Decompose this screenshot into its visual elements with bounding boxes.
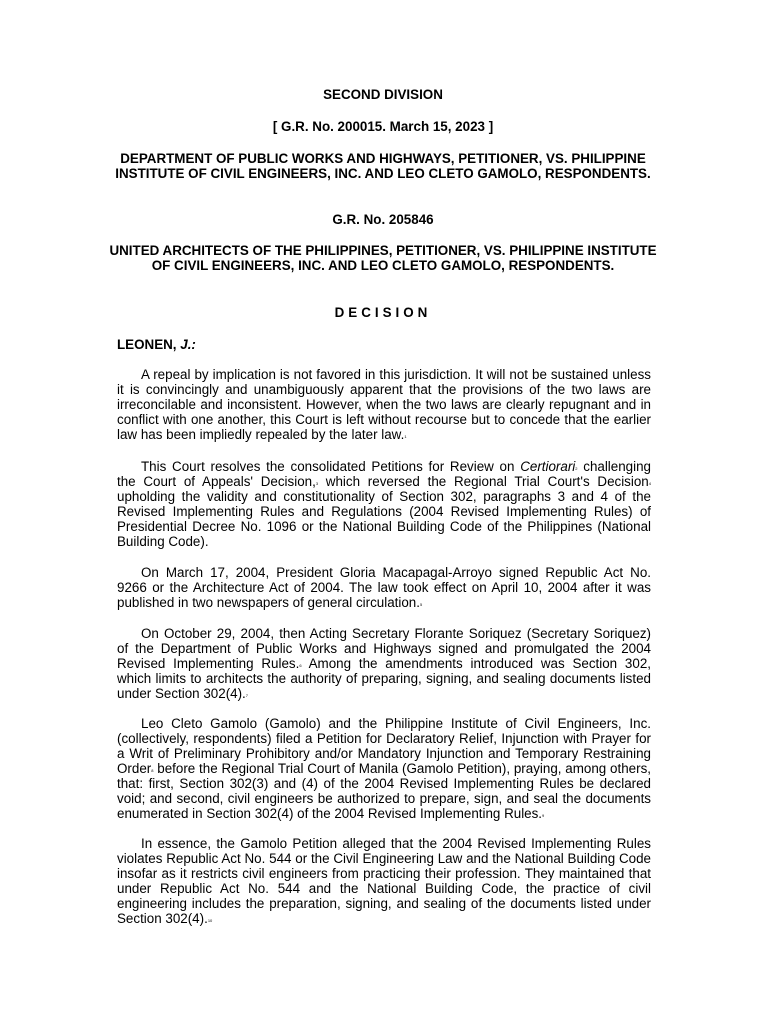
footnote-ref[interactable]: 9 bbox=[542, 813, 545, 818]
paragraph-4-text: Among the amendments introduced was Section 302, which limits to architects the authority of preparing, signing, and sealing documents listed under Section 302(4). bbox=[117, 656, 651, 701]
paragraph-2-text: This Court resolves the consolidated Petitions for Review on bbox=[141, 459, 521, 474]
footnote-ref[interactable]: 4 bbox=[648, 481, 651, 486]
case-parties-1: DEPARTMENT OF PUBLIC WORKS AND HIGHWAYS, PETITIONER, VS. PHILIPPINE INSTITUTE OF CIVIL ENGINEERS, INC. AND LEO CLETO GAMOLO, RESPONDENTS. bbox=[115, 151, 651, 181]
footnote-ref[interactable]: 6 bbox=[299, 663, 302, 668]
case-parties-2: UNITED ARCHITECTS OF THE PHILIPPINES, PETITIONER, VS. PHILIPPINE INSTITUTE OF CIVIL ENGINEERS, INC. AND LEO CLETO GAMOLO, RESPONDENTS. bbox=[109, 243, 657, 273]
certiorari-term: Certiorari bbox=[520, 459, 576, 474]
footnote-ref[interactable]: 7 bbox=[245, 693, 249, 698]
paragraph-5-text: before the Regional Trial Court of Manila (Gamolo Petition), praying, among others, that: first, Section 302(3) and (4) of the 2004 Revised Implementing Rules be declared void; and second, civil engineers be authorized to prepare, sign, and seal the documents enumerated in Section 302(4) of the 2004 Revised Implementing Rules. bbox=[117, 761, 651, 821]
footnote-ref[interactable]: 1 bbox=[404, 434, 407, 439]
paragraph-2 bbox=[117, 459, 651, 549]
paragraph-4-text: On October 29, 2004, then Acting Secretary Florante Soriquez (Secretary Soriquez) of the Department of Public Works and Highways signed and promulgated the 2004 Revised Implementing Rules. bbox=[117, 626, 651, 671]
division-heading: SECOND DIVISION bbox=[323, 87, 443, 102]
footnote-ref[interactable]: 10 bbox=[207, 918, 213, 923]
paragraph-3 bbox=[117, 565, 651, 610]
footnote-ref[interactable]: 2 bbox=[575, 466, 578, 471]
paragraph-2-text: challenging the Court of Appeals' Decision, bbox=[117, 459, 651, 489]
paragraph-1-text: A repeal by implication is not favored in this jurisdiction. It will not be sustained unless it is convincingly and unambiguously apparent that the provisions of the two laws are irreconcilable and inconsistent. However, when the two laws are clearly repugnant and in conflict with one another, this Court is left without recourse but to concede that the earlier law has been impliedly repealed by the later law. bbox=[117, 367, 651, 442]
paragraph-5-text: Leo Cleto Gamolo (Gamolo) and the Philippine Institute of Civil Engineers, Inc. (collectively, respondents) filed a Petition for Declaratory Relief, Injunction with Prayer for a Writ of Preliminary Prohibitory and/or Mandatory Injunction and Temporary Restraining Order bbox=[117, 716, 651, 776]
paragraph-5 bbox=[117, 716, 651, 821]
footnote-ref[interactable]: 5 bbox=[419, 602, 423, 607]
ponente-name: LEONEN, bbox=[117, 337, 177, 352]
paragraph-6-text: In essence, the Gamolo Petition alleged that the 2004 Revised Implementing Rules violates Republic Act No. 544 or the Civil Engineering Law and the National Building Code insofar as it restricts civil engineers from practicing their profession. They maintained that under Republic Act No. 544 and the National Building Code, the practice of civil engineering includes the preparation, signing, and sealing of the documents listed under Section 302(4). bbox=[117, 836, 651, 926]
case-number-heading-2: G.R. No. 205846 bbox=[332, 212, 434, 227]
footnote-ref[interactable]: 3 bbox=[315, 481, 319, 486]
ponente-title: J.: bbox=[180, 337, 196, 352]
case-number-heading: [ G.R. No. 200015. March 15, 2023 ] bbox=[272, 119, 494, 134]
paragraph-4 bbox=[117, 626, 651, 701]
paragraph-3-text: On March 17, 2004, President Gloria Macapagal-Arroyo signed Republic Act No. 9266 or the Architecture Act of 2004. The law took effect on April 10, 2004 after it was published in two newspapers of general circulation. bbox=[117, 565, 651, 610]
footnote-ref[interactable]: 8 bbox=[151, 768, 154, 773]
paragraph-2-text: which reversed the Regional Trial Court's Decision bbox=[318, 474, 649, 489]
decision-title: DECISION bbox=[334, 305, 432, 320]
paragraph-6 bbox=[117, 836, 651, 926]
paragraph-2-text: upholding the validity and constitutionality of Section 302, paragraphs 3 and 4 of the Revised Implementing Rules and Regulations (2004 Revised Implementing Rules) of Presidential Decree No. 1096 or the National Building Code of the Philippines (National Building Code). bbox=[117, 489, 651, 549]
ponente bbox=[117, 337, 196, 352]
paragraph-1 bbox=[117, 367, 651, 442]
